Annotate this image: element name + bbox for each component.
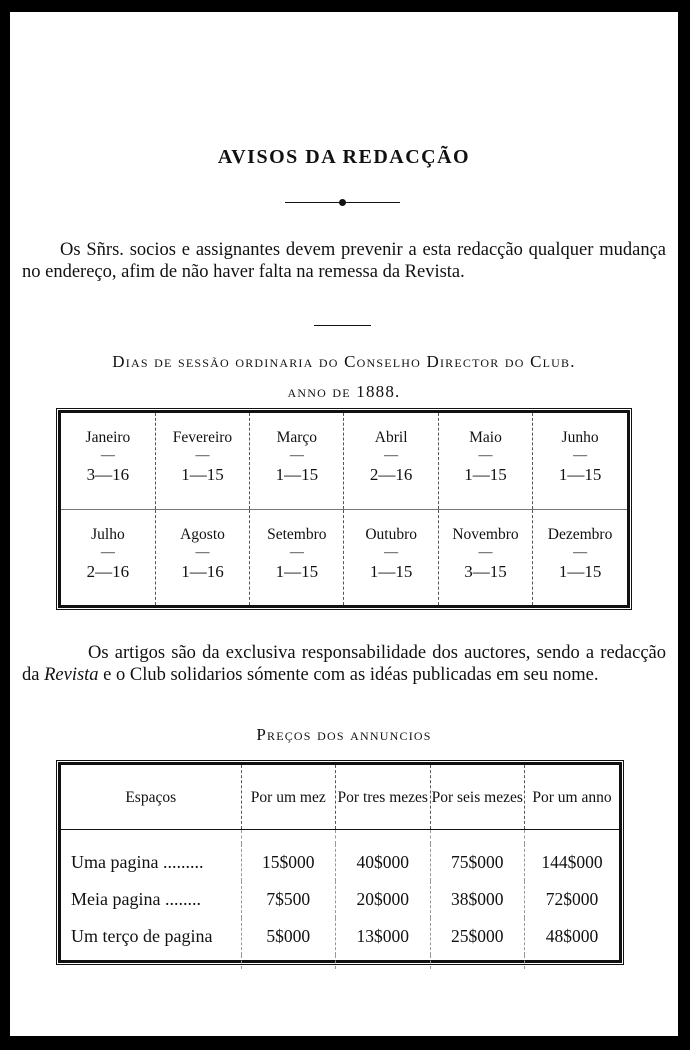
table-cell: Um terço de pagina bbox=[71, 926, 213, 946]
table-row bbox=[61, 413, 627, 509]
month-name: Maio bbox=[469, 429, 502, 446]
month-name: Março bbox=[276, 429, 318, 446]
dash: — bbox=[100, 544, 115, 560]
month-days: 3—15 bbox=[464, 561, 507, 581]
month-days: 3—16 bbox=[86, 465, 130, 484]
month-cell bbox=[533, 413, 627, 509]
column-header: Por um mez bbox=[241, 765, 336, 830]
responsibility-text: Os artigos são da exclusiva responsabilidade dos auctores, sendo a redacção da bbox=[22, 643, 666, 685]
month-cell bbox=[250, 509, 344, 605]
table-cell: Uma pagina ......... bbox=[71, 852, 204, 872]
month-cell bbox=[533, 509, 627, 605]
table-cell: 5$000 bbox=[241, 918, 336, 955]
spacer-row bbox=[61, 830, 619, 845]
month-cell bbox=[155, 413, 249, 509]
table-cell: 13$000 bbox=[336, 918, 431, 955]
revista-italic: Revista bbox=[44, 665, 99, 685]
month-cell bbox=[438, 413, 532, 509]
page-title: AVISOS DA REDACÇÃO bbox=[217, 146, 471, 168]
month-days: 1—16 bbox=[181, 561, 224, 581]
responsibility-text: e o Club solidarios sómente com as idéas publicadas em seu nome. bbox=[98, 665, 599, 685]
column-header: Por um anno bbox=[525, 765, 620, 830]
month-days: 1—15 bbox=[275, 561, 319, 581]
month-cell bbox=[155, 509, 249, 605]
table-cell: 48$000 bbox=[525, 918, 620, 955]
table-row bbox=[61, 509, 627, 605]
month-days: 1—15 bbox=[181, 465, 224, 484]
dash: — bbox=[573, 544, 588, 560]
ornament-divider bbox=[285, 198, 400, 208]
table-cell: 25$000 bbox=[430, 918, 525, 955]
month-name: Julho bbox=[91, 525, 125, 543]
ornament-dot bbox=[339, 199, 346, 206]
month-days: 1—15 bbox=[464, 465, 507, 484]
table-cell: 72$000 bbox=[525, 881, 620, 918]
month-cell bbox=[344, 413, 438, 509]
column-header: Espaços bbox=[61, 765, 241, 830]
month-name: Junho bbox=[561, 429, 599, 446]
section-rule bbox=[314, 325, 371, 326]
table-header-row bbox=[61, 765, 619, 830]
table-row bbox=[61, 844, 619, 881]
dash: — bbox=[289, 544, 304, 560]
table-cell: 40$000 bbox=[336, 844, 431, 881]
dash: — bbox=[478, 544, 493, 560]
sessions-subheading: anno de 1888. bbox=[287, 382, 401, 401]
month-days: 1—15 bbox=[275, 465, 319, 484]
table-cell: 75$000 bbox=[430, 844, 525, 881]
dash: — bbox=[195, 544, 210, 560]
dash: — bbox=[384, 544, 399, 560]
prices-table bbox=[58, 762, 622, 963]
table-cell: 144$000 bbox=[525, 844, 620, 881]
month-cell bbox=[61, 413, 155, 509]
month-name: Setembro bbox=[267, 525, 327, 543]
month-name: Novembro bbox=[452, 525, 519, 543]
month-name: Outubro bbox=[365, 525, 417, 543]
dash: — bbox=[384, 448, 399, 463]
table-cell: Meia pagina ........ bbox=[71, 889, 201, 909]
month-cell bbox=[438, 509, 532, 605]
month-days: 2—16 bbox=[86, 561, 130, 581]
table-cell: 7$500 bbox=[241, 881, 336, 918]
responsibility-paragraph bbox=[22, 642, 666, 686]
spacer-row bbox=[61, 955, 619, 969]
month-cell bbox=[344, 509, 438, 605]
month-days: 1—15 bbox=[369, 561, 413, 581]
month-name: Fevereiro bbox=[172, 429, 233, 446]
table-cell: 15$000 bbox=[241, 844, 336, 881]
document-page bbox=[10, 12, 678, 1036]
month-name: Agosto bbox=[180, 525, 225, 543]
dash: — bbox=[573, 448, 588, 463]
column-header: Por tres mezes bbox=[336, 765, 431, 830]
dash: — bbox=[289, 448, 304, 463]
table-row bbox=[61, 918, 619, 955]
month-days: 2—16 bbox=[369, 465, 413, 484]
sessions-table bbox=[58, 410, 630, 608]
table-cell: 20$000 bbox=[336, 881, 431, 918]
table-cell: 38$000 bbox=[430, 881, 525, 918]
month-cell bbox=[250, 413, 344, 509]
month-name: Janeiro bbox=[85, 429, 131, 446]
month-name: Abril bbox=[374, 429, 408, 446]
column-header: Por seis mezes bbox=[430, 765, 525, 830]
dash: — bbox=[100, 448, 115, 463]
sessions-heading: Dias de sessão ordinaria do Conselho Director do Club. bbox=[112, 352, 576, 371]
prices-heading: Preços dos annuncios bbox=[256, 725, 432, 744]
dash: — bbox=[195, 448, 210, 463]
dash: — bbox=[478, 448, 493, 463]
month-cell bbox=[61, 509, 155, 605]
notice-paragraph: Os Sñrs. socios e assignantes devem prevenir a esta redacção qualquer mudança no endereço, afim de não haver falta na remessa da Revista. bbox=[22, 240, 666, 282]
month-days: 1—15 bbox=[558, 465, 602, 484]
month-days: 1—15 bbox=[558, 561, 602, 581]
month-name: Dezembro bbox=[547, 525, 613, 543]
table-row bbox=[61, 881, 619, 918]
